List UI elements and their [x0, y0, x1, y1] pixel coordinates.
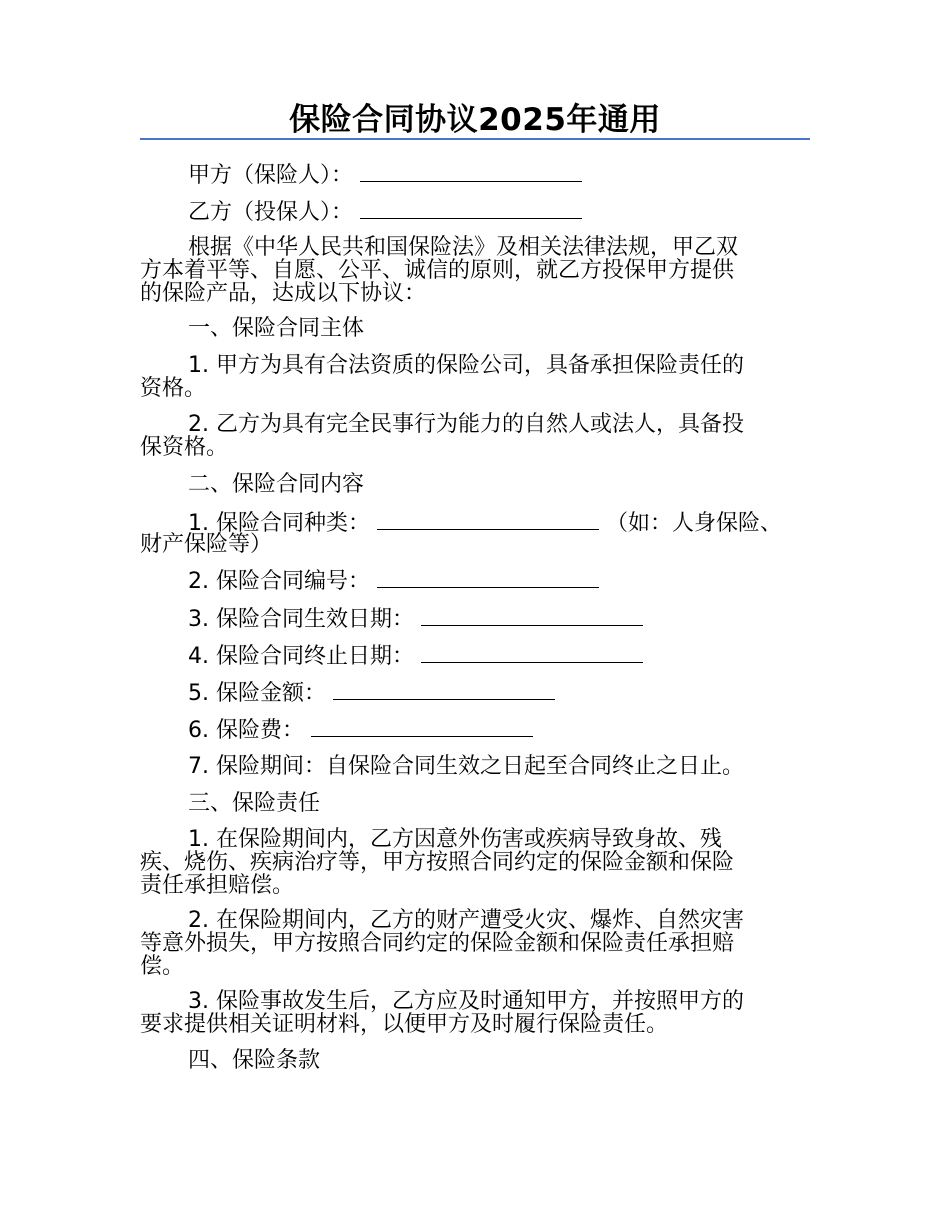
section-2-item-3 [140, 607, 810, 631]
effective-date-label: 3. 保险合同生效日期： [188, 607, 414, 632]
insured-amount-blank[interactable] [333, 681, 555, 700]
section-1-item-2-line-1: 2. 乙方为具有完全民事行为能力的自然人或法人，具备投 [188, 412, 744, 437]
insured-amount-label: 5. 保险金额： [188, 681, 326, 706]
contract-type-label: 1. 保险合同种类： [188, 511, 370, 536]
section-3-item-2-line-2: 等意外损失，甲方按照合同约定的保险金额和保险责任承担赔 [140, 931, 735, 956]
contract-number-blank[interactable] [377, 569, 599, 588]
effective-date-blank[interactable] [421, 607, 643, 626]
section-3-item-1-line-2: 疾、烧伤、疾病治疗等，甲方按照合同约定的保险金额和保险 [140, 850, 735, 875]
intro-line-2: 方本着平等、自愿、公平、诚信的原则，就乙方投保甲方提供 [140, 258, 735, 283]
title-underline [140, 138, 810, 140]
section-1-item-1-line-2: 资格。 [140, 376, 207, 401]
termination-date-label: 4. 保险合同终止日期： [188, 644, 414, 669]
party-b-line [140, 200, 810, 224]
party-b-blank[interactable] [360, 200, 582, 219]
section-2-heading: 二、保险合同内容 [188, 472, 365, 497]
intro-line-1: 根据《中华人民共和国保险法》及相关法律法规，甲乙双 [188, 235, 739, 260]
section-3-item-3-line-2: 要求提供相关证明材料，以便甲方及时履行保险责任。 [140, 1012, 669, 1037]
section-2-item-5 [140, 681, 810, 705]
contract-number-label: 2. 保险合同编号： [188, 569, 370, 594]
section-2-item-7: 7. 保险期间：自保险合同生效之日起至合同终止之日止。 [188, 754, 744, 779]
section-3-item-1-line-1: 1. 在保险期间内，乙方因意外伤害或疾病导致身故、残 [188, 827, 722, 852]
section-1-item-1-line-1: 1. 甲方为具有合法资质的保险公司，具备承担保险责任的 [188, 353, 744, 378]
contract-type-blank[interactable] [377, 511, 599, 530]
section-1-item-2-line-2: 保资格。 [140, 435, 229, 460]
section-3-item-2-line-3: 偿。 [140, 954, 185, 979]
intro-line-3: 的保险产品，达成以下协议： [140, 281, 427, 306]
party-a-line [140, 163, 810, 187]
section-3-heading: 三、保险责任 [188, 791, 321, 816]
party-a-blank[interactable] [360, 163, 582, 182]
section-3-item-3-line-1: 3. 保险事故发生后，乙方应及时通知甲方，并按照甲方的 [188, 989, 744, 1014]
document-title: 保险合同协议2025年通用 [289, 102, 661, 138]
section-2-item-2 [140, 569, 810, 593]
party-a-label: 甲方（保险人）： [188, 163, 354, 188]
section-2-item-6 [140, 718, 810, 742]
premium-label: 6. 保险费： [188, 718, 304, 743]
section-2-item-4 [140, 644, 810, 668]
premium-blank[interactable] [311, 718, 533, 737]
section-3-item-1-line-3: 责任承担赔偿。 [140, 873, 295, 898]
party-b-label: 乙方（投保人）： [188, 200, 354, 225]
section-2-item-1-cont: 财产保险等） [140, 532, 273, 557]
section-4-heading: 四、保险条款 [188, 1048, 321, 1073]
section-1-heading: 一、保险合同主体 [188, 316, 365, 341]
section-3-item-2-line-1: 2. 在保险期间内，乙方的财产遭受火灾、爆炸、自然灾害 [188, 908, 744, 933]
termination-date-blank[interactable] [421, 644, 643, 663]
contract-type-note: （如：人身保险、 [605, 511, 782, 536]
